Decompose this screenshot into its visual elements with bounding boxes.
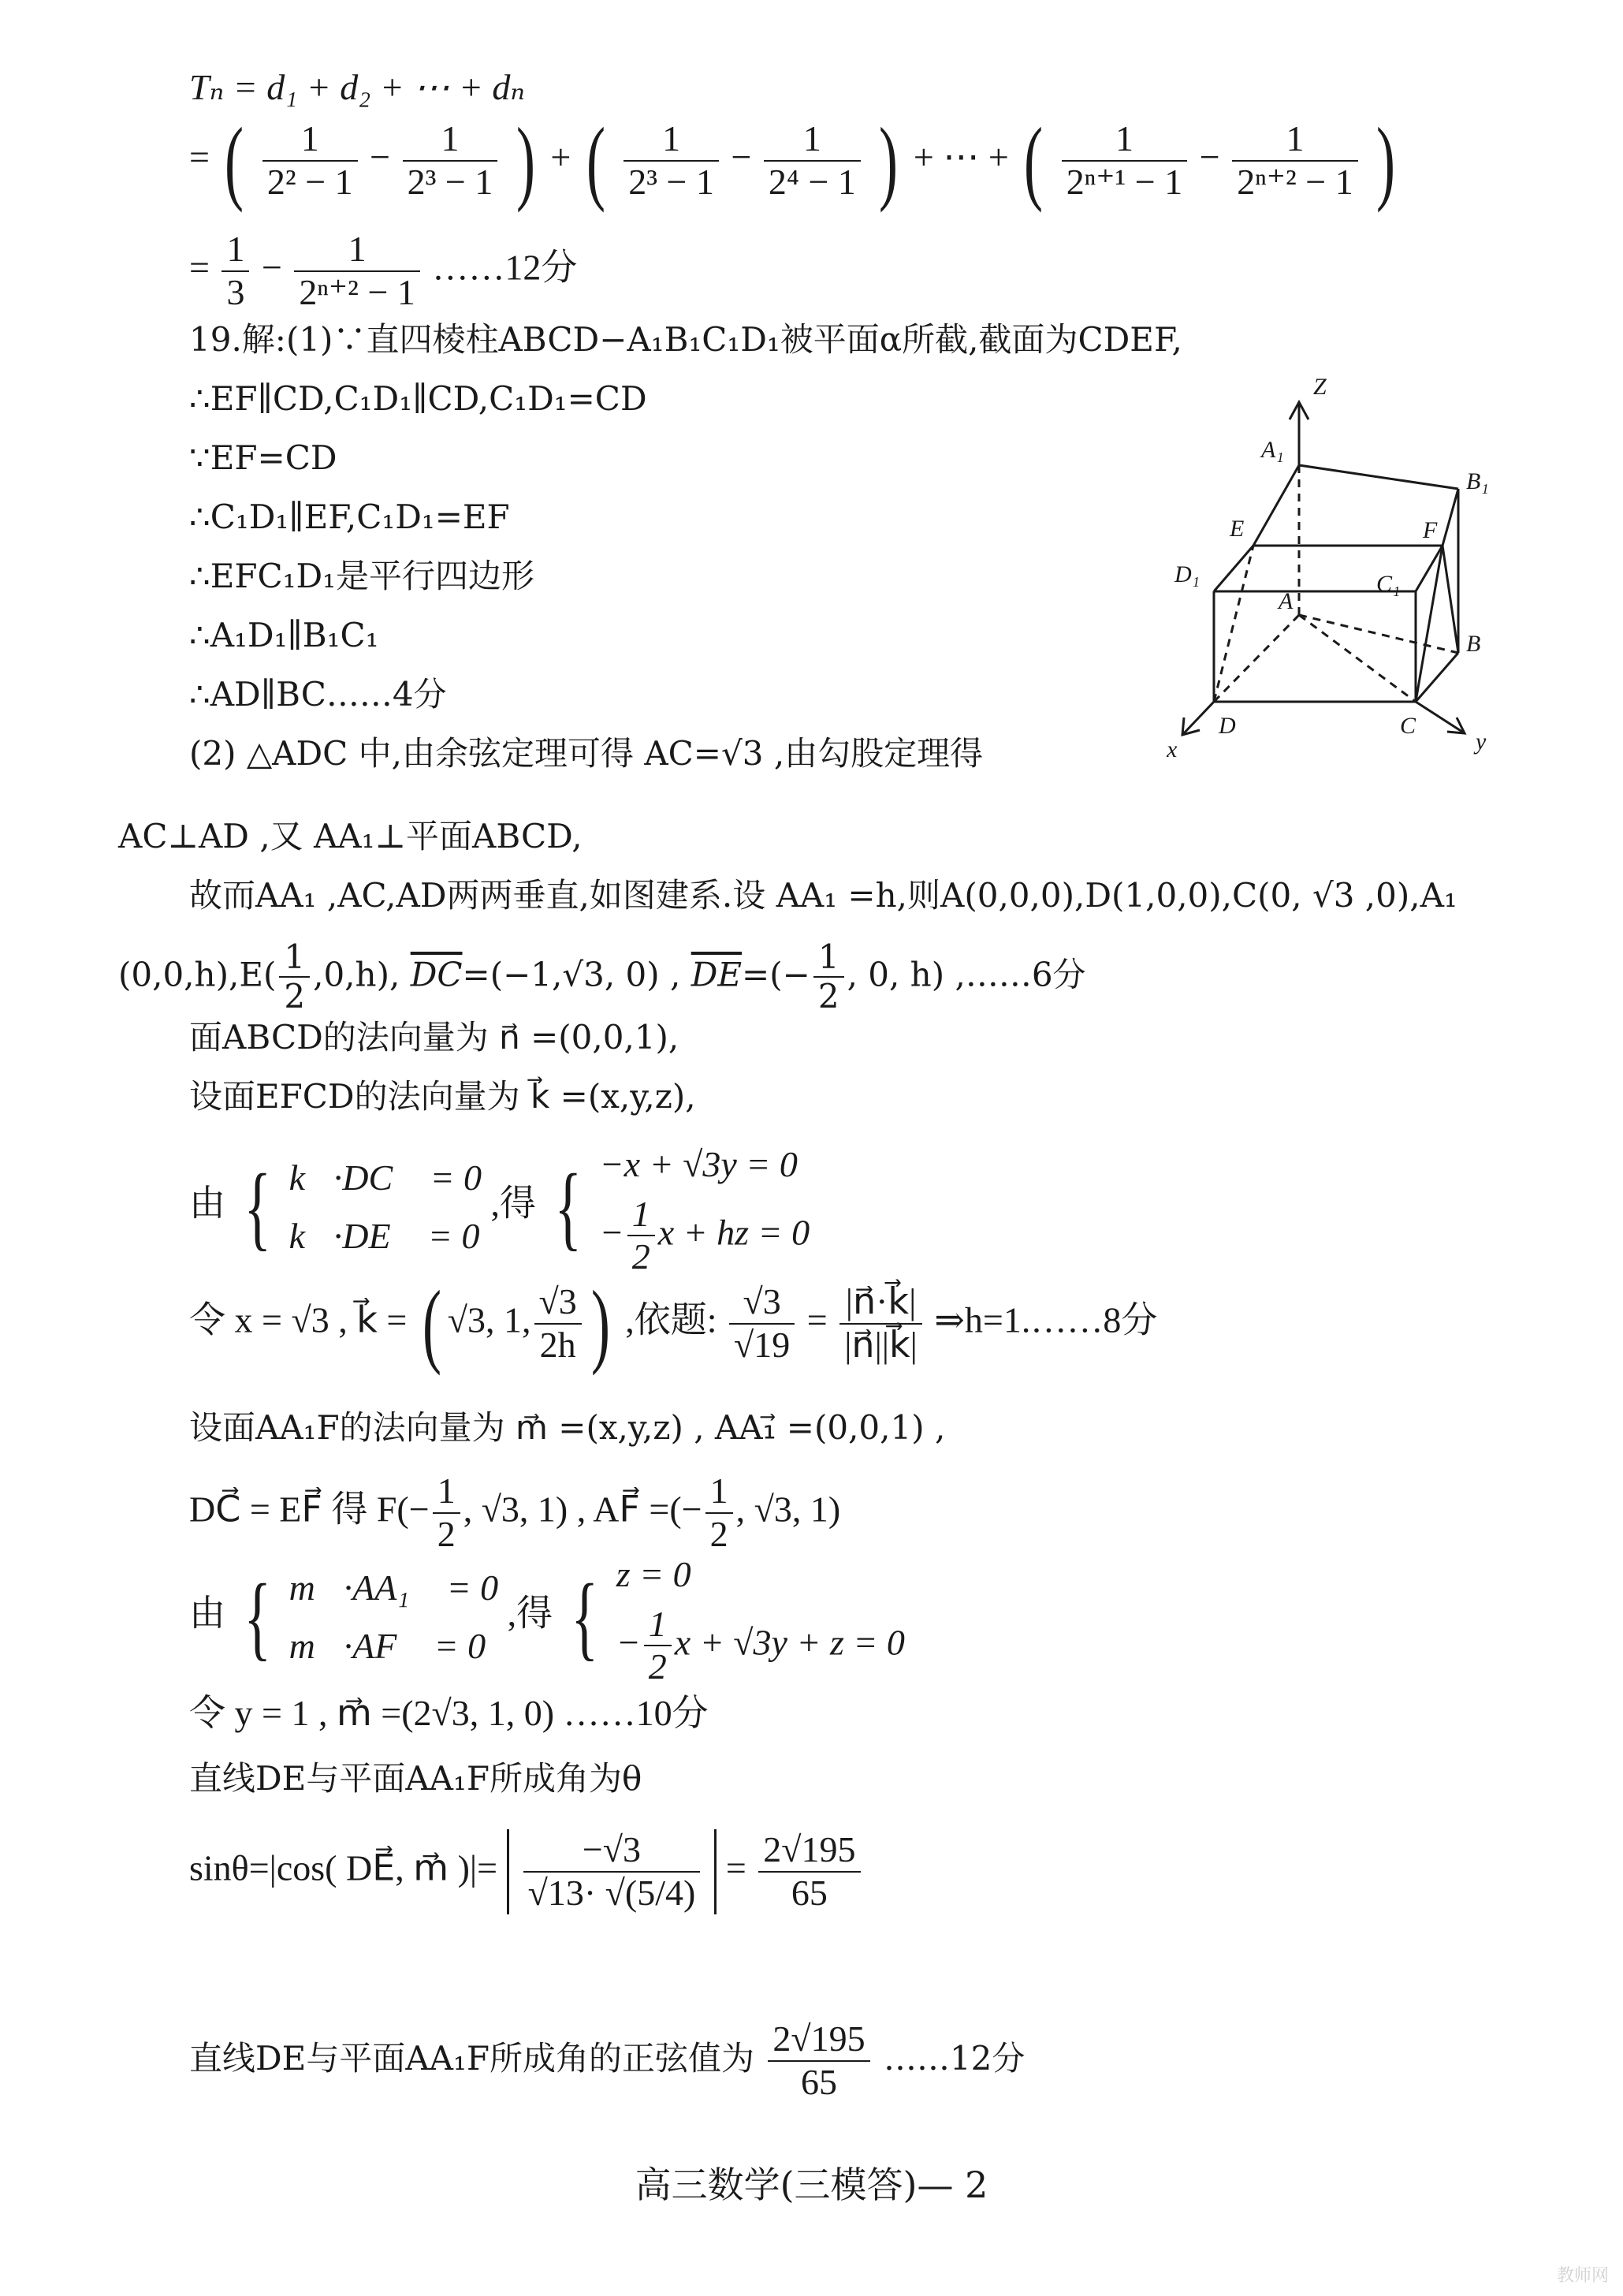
prism-diagram [1167,363,1545,773]
label-A: A [1279,588,1294,614]
fraction-term-5: $\frac{1}{\text{2ⁿ⁺¹ − 1}}$ [1062,118,1188,203]
fraction-term-6: $\frac{1}{\text{2ⁿ⁺² − 1}}$ [1232,118,1358,203]
proof-step-4: ∴EFC₁D₁是平行四边形 [189,557,535,595]
sum-result-line: = $\frac{1}{3}$ − $\frac{1}{\text{2ⁿ⁺² − 1}}$ ……12分 [189,229,578,312]
score-marker: ……12分 [432,247,578,288]
angle-definition-line: 直线DE与平面AA₁F所成角为θ [189,1759,642,1798]
vector-DE: $\overline{DE}$ [691,955,743,994]
label-D1: D₁ [1174,561,1200,587]
label-D: D [1219,713,1236,739]
label-B: B [1466,631,1481,657]
proof-step-3: ∴C₁D₁∥EF,C₁D₁=EF [189,498,510,536]
vector-DC: $\overline{DC}$ [410,955,463,994]
left-paren: ( [225,108,244,213]
watermark-logo: 教师网 [1556,2266,1609,2286]
proof-step-1: ∴EF∥CD,C₁D₁∥CD,C₁D₁=CD [189,379,647,418]
label-A1: A₁ [1261,437,1284,463]
sine-computation: sinθ=|cos( DE⃗, m⃗ )|= $\frac{-√3}{√13\cdot √(5/4)}$ = $\frac{2√195}{65}$ [189,1829,864,1914]
telescoping-expansion: = ( $\frac{1}{\text{2² − 1}}$ − $\frac{1}{\text{2³ − 1}}$ ) + ( $\frac{1}{\text{2³ − 1}}$ − $\frac{1}{\text{2⁴ − 1}}$ ) + ⋯ + ( $\frac{1}{\text{2ⁿ⁺¹ − 1}}$ − $\frac{1}{\text{2ⁿ⁺² − 1}}$ ) [189,108,1396,213]
edge-DA [1214,615,1299,702]
page-footer: 高三数学(三模答)— 2 [635,2164,988,2206]
label-z: Z [1313,374,1327,400]
point-f-line: DC⃗ = EF⃗ 得 F(− $\frac{1}{2}$ , √3, 1) , AF⃗ =(− $\frac{1}{2}$ , √3, 1) [189,1470,841,1554]
normal-efcd-line: 设面EFCD的法向量为 k⃗ =(x,y,z), [189,1077,696,1116]
normal-aa1f-line: 设面AA₁F的法向量为 m⃗ =(x,y,z) , AA₁⃗ =(0,0,1) , [189,1408,946,1447]
fraction-result-term: $\frac{1}{\text{2ⁿ⁺² − 1}}$ [294,229,420,314]
coordinate-setup-line: 故而AA₁ ,AC,AD两两垂直,如图建系.设 AA₁ =h,则A(0,0,0),D(1,0,0),C(0, √3 ,0),A₁ [189,876,1457,915]
edge-FB1 [1442,489,1458,546]
proof-step-2: ∵EF=CD [189,438,337,477]
part2-intro: (2) △ADC 中,由余弦定理可得 AC=√3 ,由勾股定理得 [189,734,984,773]
perpendicular-line: AC⊥AD ,又 AA₁⊥平面ABCD, [118,817,583,855]
coordinates-line: (0,0,h),E( $\frac{1}{2}$ ,0,h), $\overline{DC}=(-1,√3$, 0) , $\overline{DE}=(-$ $\frac{1}{2}$ , 0, h) ,……6分 [118,937,1086,1016]
proof-step-6: ∴AD∥BC……4分 [189,675,447,714]
proof-step-5: ∴A₁D₁∥B₁C₁ [189,616,379,654]
label-E: E [1230,516,1245,542]
sum-definition-line: Tₙ = d₁ + d₂ + ⋯ + dₙ [189,67,526,107]
edge-FB [1442,546,1458,653]
fraction-term-4: $\frac{1}{\text{2⁴ − 1}}$ [764,118,861,203]
fraction-one-third: $\frac{1}{3}$ [221,229,249,314]
fraction-term-1: $\frac{1}{\text{2² − 1}}$ [262,118,358,203]
label-x: x [1167,736,1178,762]
label-y: y [1476,729,1487,755]
m-vector-line: 令 y = 1 , m⃗ =(2√3, 1, 0) ……10分 [189,1693,709,1733]
edge-EA1 [1253,465,1299,546]
label-F: F [1423,517,1438,543]
problem-19-intro: 19.解:(1)∵直四棱柱ABCD−A₁B₁C₁D₁被平面α所截,截面为CDEF, [189,320,1182,359]
normal-abcd-line: 面ABCD的法向量为 n⃗ =(0,0,1), [189,1018,679,1057]
label-B1: B₁ [1466,468,1489,494]
fraction-term-3: $\frac{1}{\text{2³ − 1}}$ [624,118,719,203]
fraction-half: $\frac{1}{2}$ [279,938,310,1016]
system-1: 由 { k⃗·DC⃗ = 0 k⃗·DE⃗ = 0 ,得 { −x + √3y = 0 − $\frac{1}{2}$ x + hz = 0 [189,1144,810,1277]
fraction-term-2: $\frac{1}{\text{2³ − 1}}$ [403,118,498,203]
conclusion-line: 直线DE与平面AA₁F所成角的正弦值为 $\frac{2√195}{65}$ ……12分 [189,2018,1026,2102]
equals-sign: = [189,136,210,177]
label-C: C [1400,713,1416,739]
edge-D1E [1214,546,1253,591]
prism-figure [1167,363,1545,773]
system-2: 由 { m⃗·AA₁⃗ = 0 m⃗·AF⃗ = 0 ,得 { z = 0 − $\frac{1}{2}$ x + √3y + z = 0 [189,1554,905,1687]
edge-A1B1 [1299,465,1458,489]
k-vector-line: 令 x = √3 , k⃗ = ( √3, 1, $\frac{√3}{2h}$ ) ,依题: $\frac{√3}{√19}$ = $\frac{|n⃗\cdot k⃗|}{|n⃗||k⃗|}$ ⇒h=1.……8分 [189,1271,1158,1376]
label-C1: C₁ [1376,571,1401,597]
